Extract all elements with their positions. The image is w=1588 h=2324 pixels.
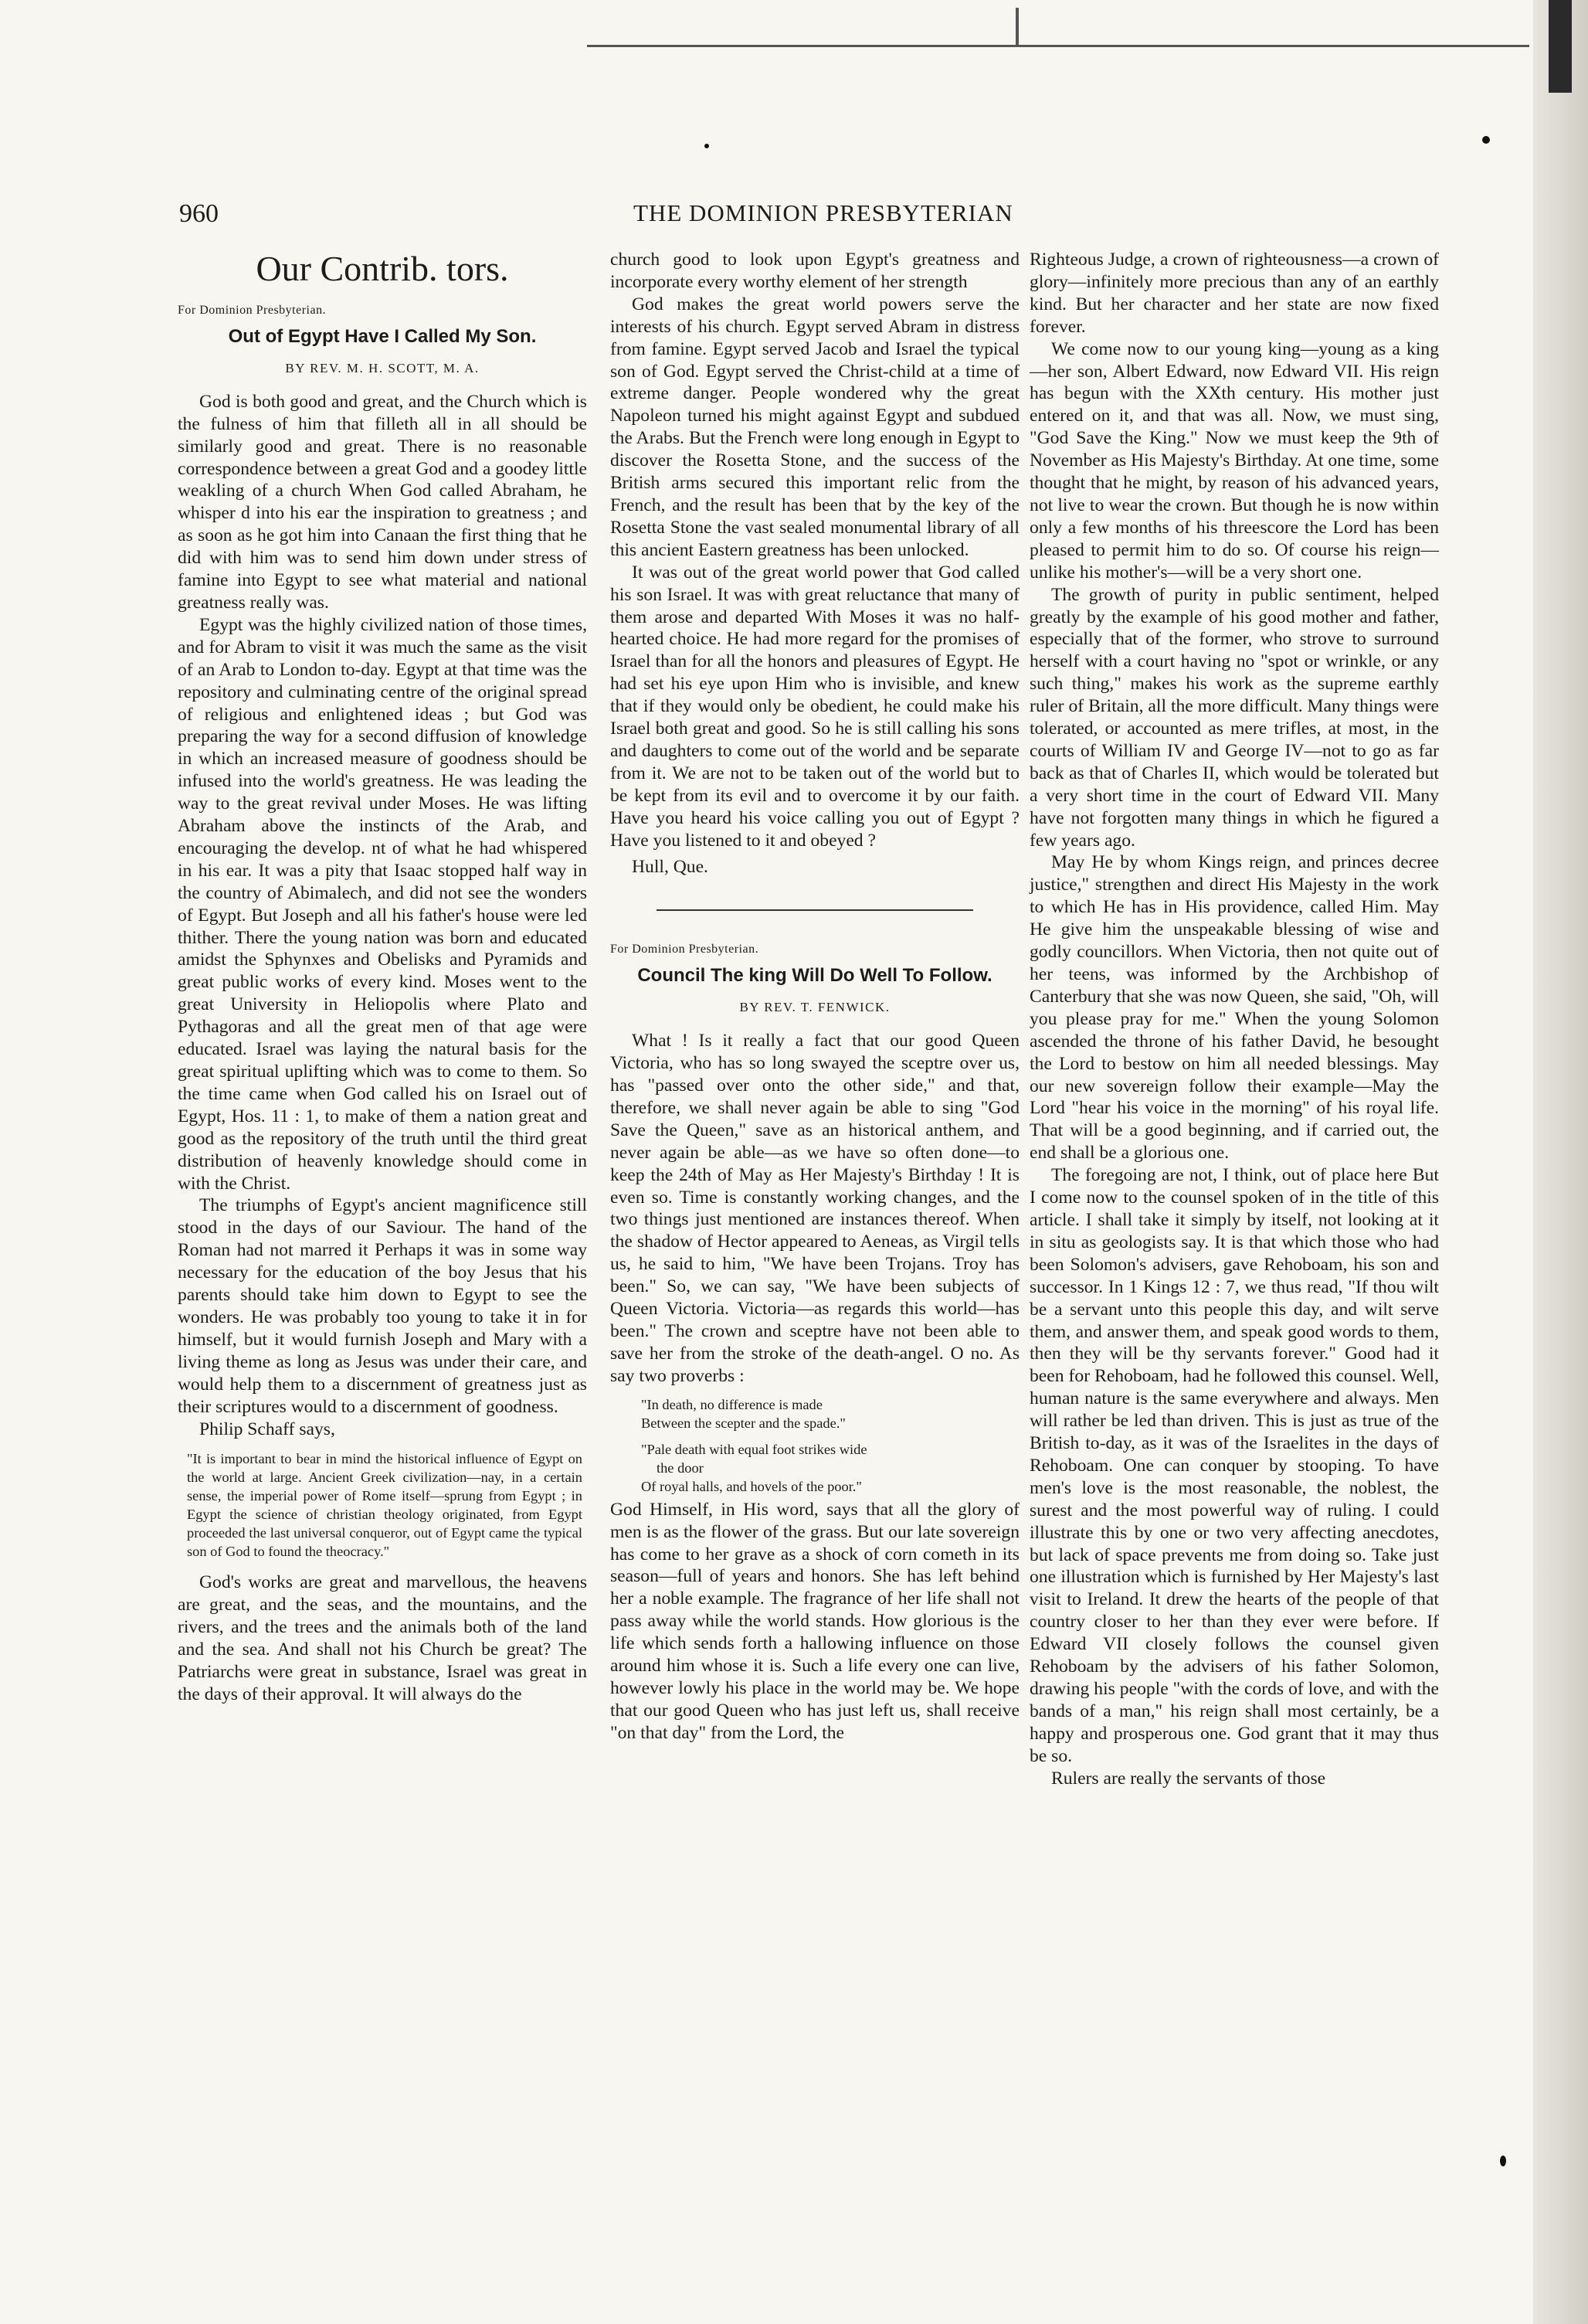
top-rule bbox=[587, 45, 1529, 47]
article1-paragraph: God makes the great world powers serve the interests of his church. Egypt served Abram in distress from famine. Egypt served Jacob and Israel the typical son of God. Egypt served the Christ-child at a time of extreme danger. People wondered why the great Napoleon turned his might against Egypt and subdued the Arabs. But the French were long enough in Egypt to discover the Rosetta Stone, and the success of the British arms secured this important relic from the French, and the result has been that by the key of the Rosetta Stone the vast sealed monumental library of all this ancient Eastern greatness has been unlocked. bbox=[610, 294, 1020, 560]
article2-byline: BY REV. T. FENWICK. bbox=[739, 1000, 891, 1015]
column-2 bbox=[610, 249, 1020, 1745]
article1-title: Out of Egypt Have I Called My Son. bbox=[228, 325, 537, 347]
edge-bar bbox=[1549, 0, 1572, 93]
article1-byline: BY REV. M. H. SCOTT, M. A. bbox=[285, 360, 480, 375]
proverb-verse-2 bbox=[641, 1440, 1020, 1496]
article1-paragraph: The triumphs of Egypt's ancient magnificence still stood in the days of our Saviour. The hand of the Roman had not marred it Perhaps it was in some way necessary for the education of the boy Jesus that his parents should take him down to Egypt to see the wonders. He was probably too young to take it in for himself, but it would furnish Joseph and Mary with a living theme as long as Jesus was under their care, and would help them to a discernment of greatness just as their scriptures would to a discernment of goodness. bbox=[178, 1195, 587, 1417]
article2-paragraph: God Himself, in His word, says that all the glory of men is as the flower of the grass. But our late sovereign has come to her grave as a shock of corn cometh in its season—full of years and honors. She has left behind her a noble example. The fragrance of her life shall not pass away while the world stands. How glorious is the life which sends forth a hallowing influence on those around him whose it is. Such a life every one can live, however lowly his place in the world may be. We hope that our good Queen who has just left us, shall receive "on that day" from the Lord, the bbox=[610, 1499, 1020, 1743]
speck bbox=[704, 144, 709, 148]
article2-title: Council The king Will Do Well To Follow. bbox=[637, 965, 992, 987]
section-heading: Our Contrib. tors. bbox=[256, 249, 509, 288]
verse-line: Of royal halls, and hovels of the poor." bbox=[641, 1478, 862, 1494]
running-head: THE DOMINION PRESBYTERIAN bbox=[633, 199, 1013, 226]
verse-line: "In death, no difference is made bbox=[641, 1396, 823, 1412]
article2-paragraph: The foregoing are not, I think, out of place here But I come now to the counsel spoken of in the title of this article. I shall take it simply by itself, not looking at it in situ as geologists say. It is that which those who had been Solomon's advisers, gave Rehoboam, his son and successor. In 1 Kings 12 : 7, we thus read, "If thou wilt be a servant unto this people this day, and wilt serve them, and answer them, and speak good words to them, then they will be thy servants forever." Good had it been for Rehoboam, had he followed this counsel. Well, human nature is the same everywhere and always. Men will rather be led than driven. This is just as true of the British to-day, as it was of the Israelites in the days of Rehoboam. One can conquer by stooping. To have men's love is the most reasonable, the noblest, the surest and the most powerful way of ruling. I could illustrate this by one or two very affecting anecdotes, but lack of space prevents me from doing so. Take just one illustration which is furnished by Her Majesty's last visit to Ireland. It drew the hearts of the people of that country closer to her than they ever were before. If Edward VII closely follows the counsel given Rehoboam by the advisers of his father Solomon, drawing his people "with the cords of love, and with the bands of a man," his reign shall most certainly, be a happy and prosperous one. God grant that it may thus be so. bbox=[1030, 1165, 1439, 1766]
page-edge-shadow bbox=[1533, 0, 1588, 2324]
article1-paragraph: God is both good and great, and the Church which is the fulness of him that filleth all in all should be similarly good and great. There is no reasonable correspondence between a great God and a goodey little weakling of a church When God called Abraham, he whisper d into his ear the inspiration to greatness ; and as soon as he got him into Canaan the first thing that he did with him was to send him down under stress of famine into Egypt to see what material and national greatness really was. bbox=[178, 391, 587, 613]
article1-paragraph: Philip Schaff says, bbox=[199, 1419, 335, 1439]
article2-paragraph: May He by whom Kings reign, and princes decree justice," strengthen and direct His Majesty in the work to which He has in His providence, called Him. May He give him the unspeakable blessing of wise and godly councillors. When Victoria, then not quite out of her teens, was informed by the Archbishop of Canterbury that she was now Queen, she said, "Oh, will you please pray for me." When the young Solomon ascended the throne of his father David, he besought the Lord to bestow on him all needed blessings. May our new sovereign follow their example—May the Lord "hear his voice in the morning" of his royal life. That will be a good beginning, and if carried out, the end shall be a glorious one. bbox=[1030, 852, 1439, 1164]
article1-paragraph: church good to look upon Egypt's greatness and incorporate every worthy element of her strength bbox=[610, 250, 1020, 292]
verse-line: "Pale death with equal foot strikes wide bbox=[641, 1441, 867, 1457]
article1-quote: "It is important to bear in mind the historical influence of Egypt on the world at large. Ancient Greek civilization—nay, in a certain sense, the imperial power of Rome itself—sprung from Egypt ; in Egypt the science of christian theology originated, from Egypt proceeded the last universal conqueror, out of Egypt came the typical son of God to found the theocracy." bbox=[187, 1451, 582, 1560]
page-number: 960 bbox=[179, 199, 219, 228]
article1-paragraph: It was out of the great world power that God called his son Israel. It was with great reluctance that many of them arose and departed With Moses it was no half-hearted choice. He had more regard for the promises of Israel than for all the honors and pleasures of Egypt. He had set his eye upon Him who is invisible, and knew that if they would only be obedient, he could make his Israel both great and good. So he is still calling his sons and daughters to come out of the world and be separate from it. We are not to be taken out of the world but to be kept from its evil and to overcome it by our faith. Have you heard his voice calling you out of Egypt ? Have you listened to it and obeyed ? bbox=[610, 562, 1020, 851]
article1-paragraph: God's works are great and marvellous, the heavens are great, and the seas, and the mountains, and the rivers, and the trees and the animals both of the land and the sea. And shall not his Church be great? The Patriarchs were great in substance, Israel was great in the days of their approval. It will always do the bbox=[178, 1572, 587, 1704]
speck bbox=[1500, 2156, 1506, 2166]
article2-paragraph: Righteous Judge, a crown of righteousness—a crown of glory—infinitely more precious than any of an earthly kind. But her character and her state are now fixed forever. bbox=[1030, 250, 1439, 337]
article2-paragraph: What ! Is it really a fact that our good Queen Victoria, who has so long swayed the sceptre over us, has "passed over onto the other side," and that, therefore, we shall never again be able to sing "God Save the Queen," save as an historical anthem, and never again be able—as we have so often done—to keep the 24th of May as Her Majesty's Birthday ! It is even so. Time is constantly working changes, and the two things just mentioned are instances thereof. When the shadow of Hector appeared to Aeneas, as Virgil tells us, he said to him, "We have been Trojans. Troy has been." So, we can say, "We have been subjects of Queen Victoria. Victoria—as regards this world—has been." The crown and sceptre have not been able to save her from the stroke of the death-angel. O no. As say two proverbs : bbox=[610, 1031, 1020, 1386]
article1-place: Hull, Que. bbox=[632, 857, 708, 878]
verse-line: the door bbox=[657, 1459, 704, 1476]
article2-paragraph: We come now to our young king—young as a king—her son, Albert Edward, now Edward VII. His reign has begun with the XXth century. His mother just entered on it, and that was all. Now, we must sing, "God Save the King." Now we must keep the 9th of November as His Majesty's Birthday. At one time, some thought that he might, by reason of his advanced years, not live to wear the crown. But though he is now within only a few months of his threescore the Lord has been pleased to permit him to do so. Of course his reign—unlike his mother's—will be a very short one. bbox=[1030, 338, 1439, 583]
proverb-verse-1 bbox=[641, 1395, 1020, 1432]
article-divider bbox=[657, 909, 973, 911]
top-tick bbox=[1016, 8, 1019, 46]
column-1 bbox=[178, 249, 587, 1706]
speck bbox=[1482, 136, 1490, 144]
article1-source: For Dominion Presbyterian. bbox=[178, 304, 327, 317]
article2-source: For Dominion Presbyterian. bbox=[610, 943, 759, 956]
article2-paragraph: Rulers are really the servants of those bbox=[1051, 1768, 1326, 1789]
column-3 bbox=[1030, 249, 1439, 1790]
article1-paragraph: Egypt was the highly civilized nation of those times, and for Abram to visit it was much the same as the visit of an Arab to London to-day. Egypt at that time was the repository and culminating centre of the original spread of religious and enlightened ideas ; but God was preparing the way for a second diffusion of knowledge in which an increased measure of goodness should be infused into the world's greatness. He was leading the way to the great revival under Moses. He was lifting Abraham above the instincts of the Arab, and encouraging the develop. nt of what he had whispered in his ear. It was a pity that Isaac stopped half way in the country of Abimalech, and did not see the wonders of Egypt. But Joseph and all his father's house were led thither. There the young nation was born and educated amidst the Sphynxes and Obelisks and Pyramids and great public works of every kind. Moses went to the great University in Heliopolis where Plato and Pythagoras and all the great men of that age were educated. Israel was laying the natural basis for the great spiritual uplifting which was to come to them. So the time came when God called his on Israel out of Egypt, Hos. 11 : 1, to make of them a nation great and good as the repository of the truth until the third great distribution of heavenly knowledge should come in with the Christ. bbox=[178, 614, 587, 1194]
article2-paragraph: The growth of purity in public sentiment, helped greatly by the example of his good mother and father, especially that of the former, who strove to surround herself with a court having no "spot or wrinkle, or any such thing," makes his work as the supreme earthly ruler of Britain, all the more difficult. Many things were tolerated, or accounted as mere trifles, at most, in the courts of William IV and George IV—not to go as far back as that of Charles II, which would be tolerated but a very short time in the court of Edward VII. Many have not forgotten many things in which he figured a few years ago. bbox=[1030, 584, 1439, 851]
verse-line: Between the scepter and the spade." bbox=[641, 1415, 846, 1431]
